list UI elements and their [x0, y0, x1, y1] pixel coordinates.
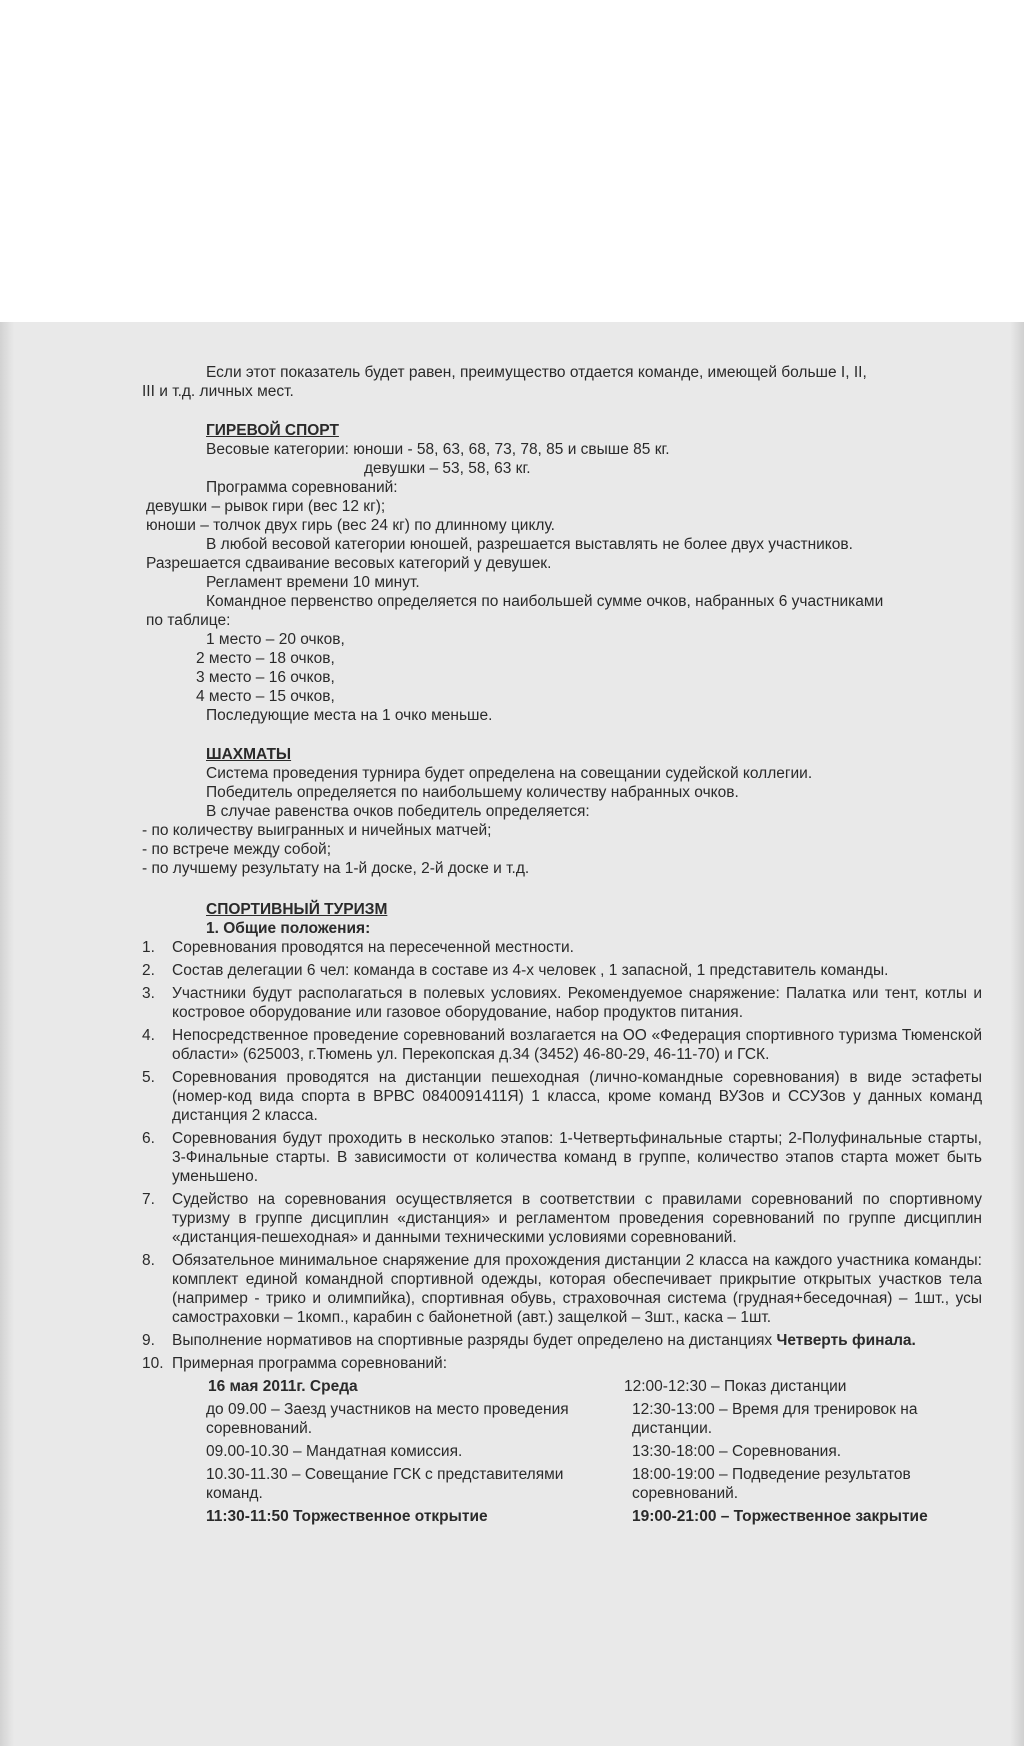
schedule-item: 10.30-11.30 – Совещание ГСК с представителями команд.	[206, 1466, 564, 1502]
schedule-left	[206, 1377, 606, 1526]
chess-tie-item-2: - по встрече между собой;	[142, 841, 332, 858]
section-title-kettlebell: ГИРЕВОЙ СПОРТ	[206, 422, 339, 439]
scan-edge-right	[1010, 322, 1024, 1746]
rule-doubling: Разрешается сдваивание весовых категорий у девушек.	[146, 555, 552, 572]
scanned-page	[0, 322, 1024, 1746]
program-girls: девушки – рывок гири (вес 12 кг);	[146, 498, 386, 515]
list-item: 10. Примерная программа соревнований:	[142, 1355, 448, 1372]
place-3: 3 место – 16 очков,	[196, 669, 335, 686]
chess-tie-item-3: - по лучшему результату на 1-й доске, 2-й доске и т.д.	[142, 860, 530, 877]
schedule-item: до 09.00 – Заезд участников на место проведения соревнований.	[206, 1401, 569, 1437]
schedule-item: 12:00-12:30 – Показ дистанции	[624, 1378, 847, 1395]
schedule-item: 13:30-18:00 – Соревнования.	[632, 1443, 842, 1460]
chess-tie-item-1: - по количеству выигранных и ничейных матчей;	[142, 822, 492, 839]
section-title-tourism: СПОРТИВНЫЙ ТУРИЗМ	[206, 901, 388, 918]
place-1: 1 место – 20 очков,	[206, 631, 345, 648]
program-boys: юноши – толчок двух гирь (вес 24 кг) по длинному циклу.	[146, 517, 555, 534]
chess-tie: В случае равенства очков победитель определяется:	[206, 803, 590, 820]
rule-weight-limit: В любой весовой категории юношей, разрешается выставлять не более двух участников.	[206, 536, 853, 553]
team-rule-cont: по таблице:	[146, 612, 231, 629]
place-2: 2 место – 18 очков,	[196, 650, 335, 667]
schedule-date: 16 мая 2011г. Среда	[208, 1378, 358, 1395]
list-item: 7. Судейство на соревнования осуществляется в соответствии с правилами соревнований по спортивному туризму в группе дисциплин «дистанция» и регламентом проведения соревнований по группе дисциплин «дистанция-пешеходная» и данными техническими условиями соревнований.	[142, 1191, 982, 1246]
intro-line-1: Если этот показатель будет равен, преимущество отдается команде, имеющей больше I, II,	[206, 364, 867, 381]
tourism-list	[142, 938, 982, 1373]
time-limit: Регламент времени 10 минут.	[206, 574, 420, 591]
program-title: Программа соревнований:	[206, 479, 398, 496]
section-title-chess: ШАХМАТЫ	[206, 746, 292, 763]
place-4: 4 место – 15 очков,	[196, 688, 335, 705]
tourism-subtitle: 1. Общие положения:	[206, 920, 371, 937]
list-item: 4. Непосредственное проведение соревнований возлагается на ОО «Федерация спортивного туризма Тюменской области» (625003, г.Тюмень ул. Перекопская д.34 (3452) 46-80-29, 46-11-70) и ГСК.	[142, 1027, 982, 1063]
list-item: 1. Соревнования проводятся на пересеченной местности.	[142, 939, 574, 956]
schedule	[146, 1377, 982, 1527]
list-item: 8. Обязательное минимальное снаряжение для прохождения дистанции 2 класса на каждого участника команды: комплект единой командной спортивной одежды, которая обеспечивает прикрытие открытых участков тела (например - трико и олимпийка), спортивная обувь, страховочная система (грудная+беседочная) – 1шт., усы самостраховки – 1комп., карабин с байонетной (авт.) защелкой – 3шт., каска – 1шт.	[142, 1252, 982, 1326]
schedule-closing: 19:00-21:00 – Торжественное закрытие	[632, 1508, 928, 1525]
schedule-item: 12:30-13:00 – Время для тренировок на дистанции.	[632, 1401, 918, 1437]
chess-system: Система проведения турнира будет определена на совещании судейской коллегии.	[206, 765, 813, 782]
team-rule: Командное первенство определяется по наибольшей сумме очков, набранных 6 участниками	[206, 593, 884, 610]
schedule-item: 18:00-19:00 – Подведение результатов соревнований.	[632, 1466, 911, 1502]
list-item: 5. Соревнования проводятся на дистанции пешеходная (лично-командные соревнования) в виде эстафеты (номер-код вида спорта в ВРВС 0840091411Я) 1 класса, кроме команд ВУЗов и ССУЗов у данных команд дистанция 2 класса.	[142, 1069, 982, 1124]
schedule-right	[624, 1377, 982, 1526]
scan-edge-left	[0, 322, 14, 1746]
list-item: 9. Выполнение нормативов на спортивные разряды будет определено на дистанциях Четверть финала.	[142, 1332, 916, 1349]
list-item: 3. Участники будут располагаться в полевых условиях. Рекомендуемое снаряжение: Палатка или тент, котлы и костровое оборудование или газовое оборудование, набор продуктов питания.	[142, 985, 982, 1021]
next-places: Последующие места на 1 очко меньше.	[206, 707, 493, 724]
chess-winner: Победитель определяется по наибольшему количеству набранных очков.	[206, 784, 739, 801]
weights-girls: девушки – 53, 58, 63 кг.	[364, 460, 531, 477]
list-item: 6. Соревнования будут проходить в несколько этапов: 1-Четвертьфинальные старты; 2-Полуфинальные старты, 3-Финальные старты. В зависимости от количества команд в группе, количество этапов старта может быть уменьшено.	[142, 1130, 982, 1185]
document-body	[142, 363, 982, 1527]
schedule-item: 09.00-10.30 – Мандатная комиссия.	[206, 1443, 463, 1460]
list-item: 2. Состав делегации 6 чел: команда в составе из 4-х человек , 1 запасной, 1 представитель команды.	[142, 962, 889, 979]
weights-boys: Весовые категории: юноши - 58, 63, 68, 73, 78, 85 и свыше 85 кг.	[206, 441, 670, 458]
intro-line-2: III и т.д. личных мест.	[142, 383, 294, 400]
schedule-opening: 11:30-11:50 Торжественное открытие	[206, 1508, 488, 1525]
